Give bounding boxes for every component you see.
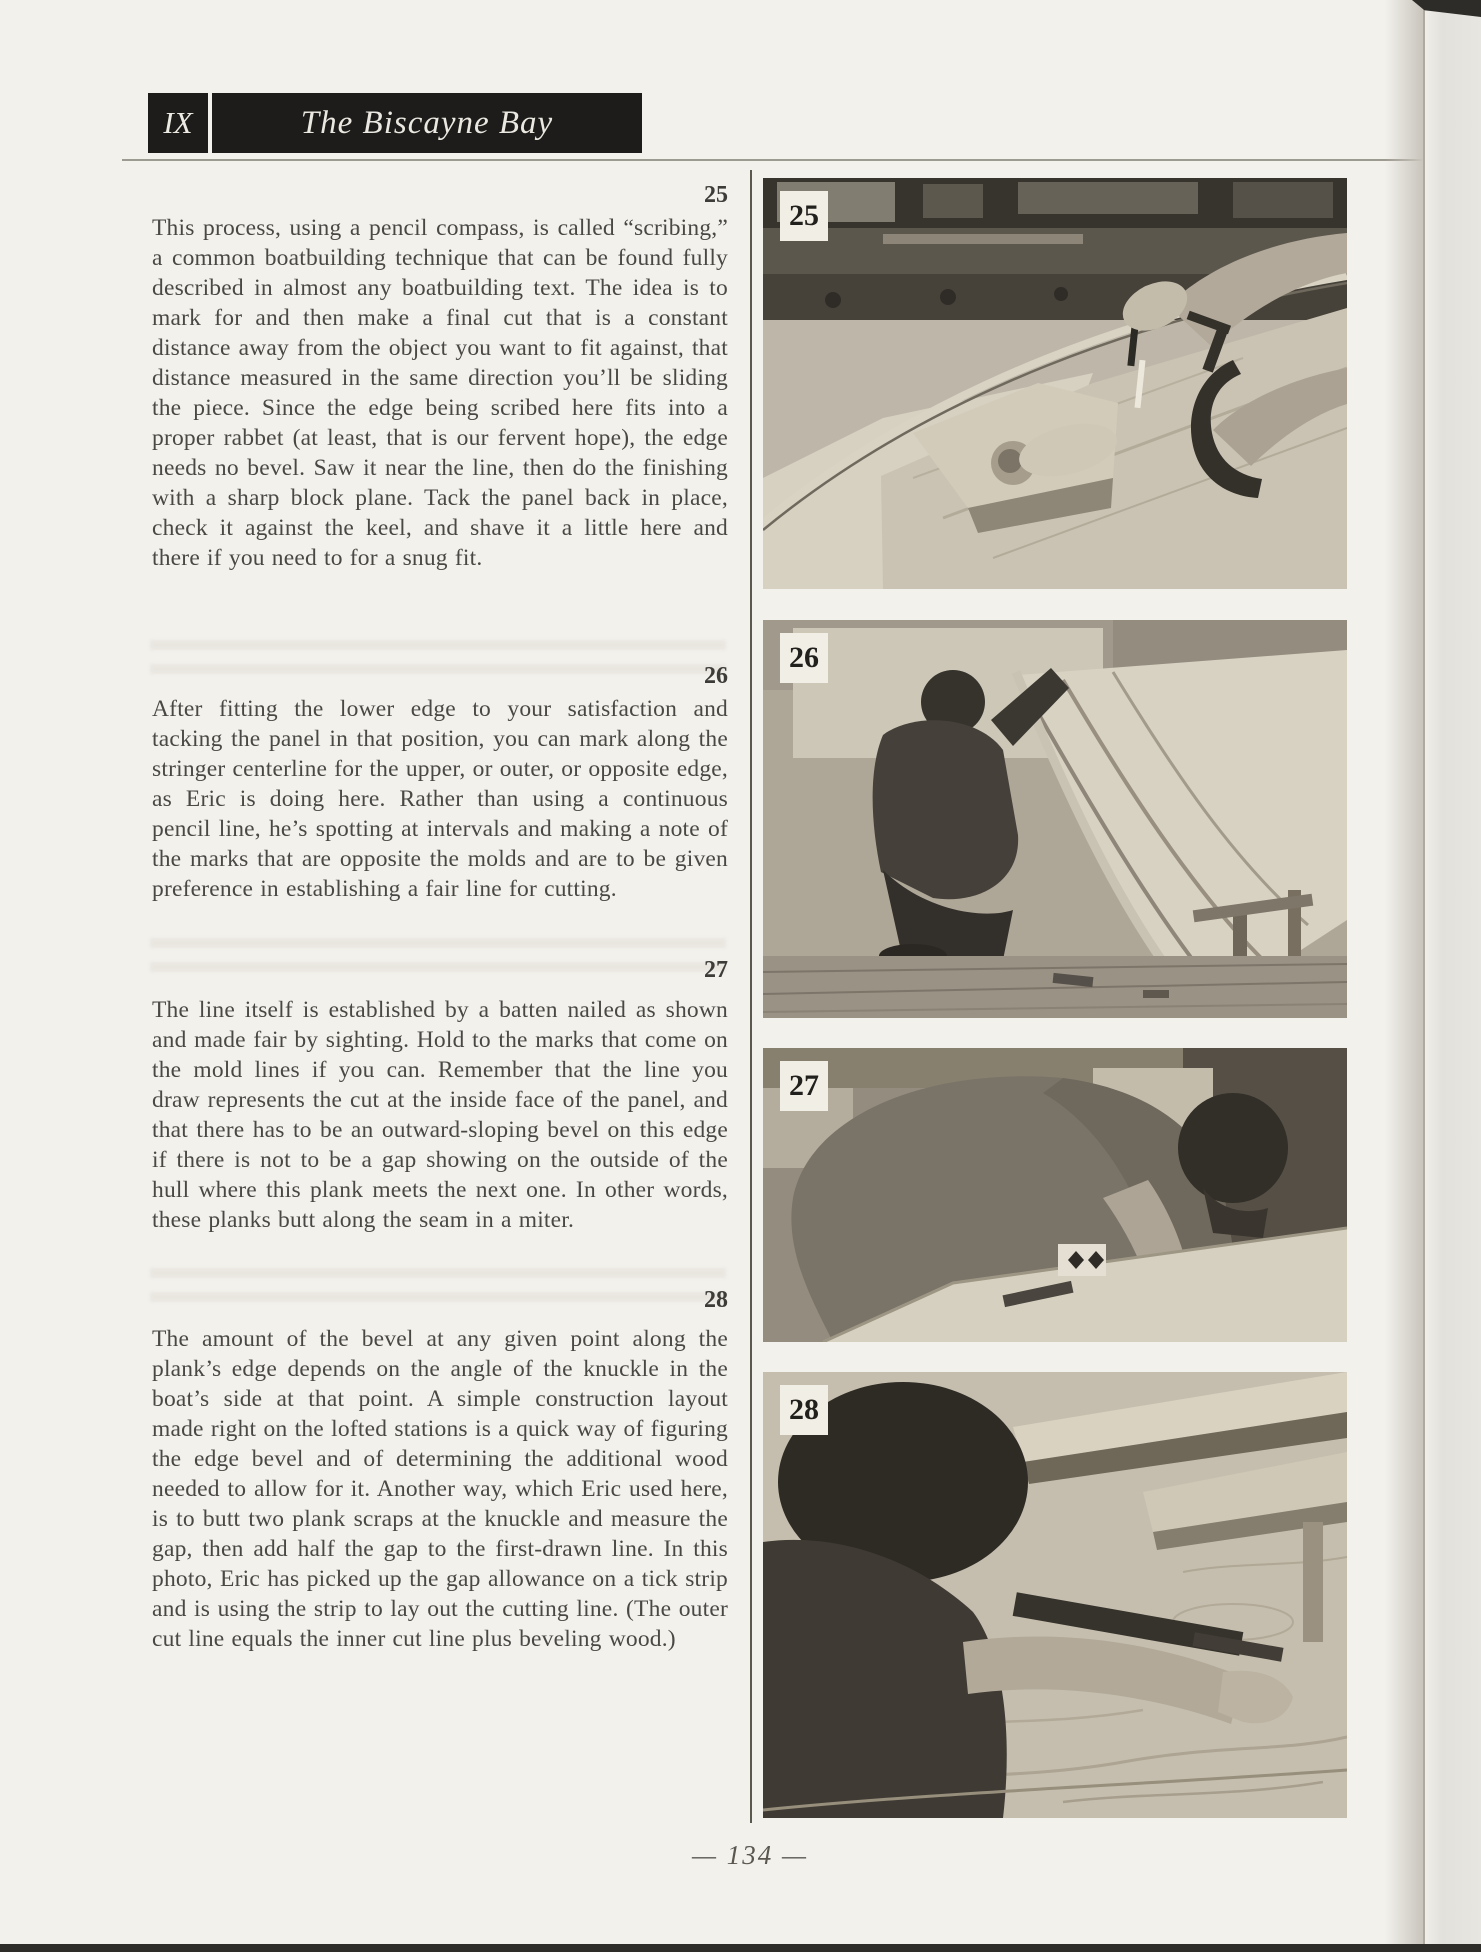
para-28-number: 28	[704, 1287, 728, 1313]
adjacent-page-edge	[1423, 0, 1481, 1952]
photo-25-label: 25	[780, 191, 828, 241]
page-number: — 134 —	[691, 1840, 808, 1870]
para-27-number: 27	[704, 957, 728, 983]
photo-27-scene	[763, 1048, 1347, 1342]
para-26-text: After fitting the lower edge to your satisfaction and tacking the panel in that position, you can mark along the stringer centerline for the upper, or outer, or opposite edge, as Eric is doing here. Rather than using a continuous pencil line, he’s spotting at intervals and making a note of the marks that are opposite the molds and are to be given preference in establishing a fair line for cutting.	[152, 696, 728, 902]
para-25-number: 25	[704, 182, 728, 208]
builder-body	[873, 720, 1019, 899]
builder-head	[1178, 1093, 1288, 1203]
photo-26-scene	[763, 620, 1347, 1018]
chapter-numeral-box	[148, 93, 208, 153]
photo-28	[763, 1372, 1347, 1818]
header-rule	[122, 159, 1481, 161]
chapter-title-bar	[212, 93, 642, 153]
para-28-text: The amount of the bevel at any given point along the plank’s edge depends on the angle of the knuckle in the boat’s side at that point. A simple construction layout made right on the lofted stations is a quick way of figuring the edge bevel and of determining the additional wood needed to allow for it. Another way, which Eric used here, is to butt two plank scraps at the knuckle and measure the gap, then add half the gap to the first-drawn line. In this photo, Eric has picked up the gap allowance on a tick strip and is using the strip to lay out the cutting line. (The outer cut line equals the inner cut line plus beveling wood.)	[152, 1326, 728, 1652]
gutter-shadow	[1385, 0, 1423, 1952]
photo-27-label: 27	[780, 1061, 828, 1111]
photo-26-label: 26	[780, 633, 828, 683]
photo-27	[763, 1048, 1347, 1342]
chapter-numeral: IX	[163, 105, 193, 140]
photo-25-scene	[763, 178, 1347, 589]
para-27-text: The line itself is established by a batten nailed as shown and made fair by sighting. Hold to the marks that come on the mold lines if you can. Remember that the line you draw represents the cut at the inside face of the panel, and that there has to be an outward-sloping bevel on this edge if there is not to be a gap showing on the outside of the hull where this plank meets the next one. In other words, these planks butt along the seam in a miter.	[152, 997, 728, 1233]
photo-26	[763, 620, 1347, 1018]
para-26-number: 26	[704, 663, 728, 689]
chapter-title: The Biscayne Bay	[300, 104, 554, 141]
photo-28-label: 28	[780, 1385, 828, 1435]
photo-25	[763, 178, 1347, 589]
photo-28-scene	[763, 1372, 1347, 1818]
column-divider	[750, 170, 752, 1823]
scan-bottom-edge	[0, 1944, 1481, 1952]
para-25-text: This process, using a pencil compass, is called “scribing,” a common boatbuilding technique that can be found fully described in almost any boatbuilding text. The idea is to mark for and then make a final cut that is a constant distance away from the object you want to fit against, that distance measured in the same direction you’ll be sliding the piece. Since the edge being scribed here fits into a proper rabbet (at least, that is our fervent hope), the edge needs no bevel. Saw it near the line, then do the finishing with a sharp block plane. Tack the panel back in place, check it against the keel, and shave it a little here and there if you need to for a snug fit.	[152, 215, 728, 571]
